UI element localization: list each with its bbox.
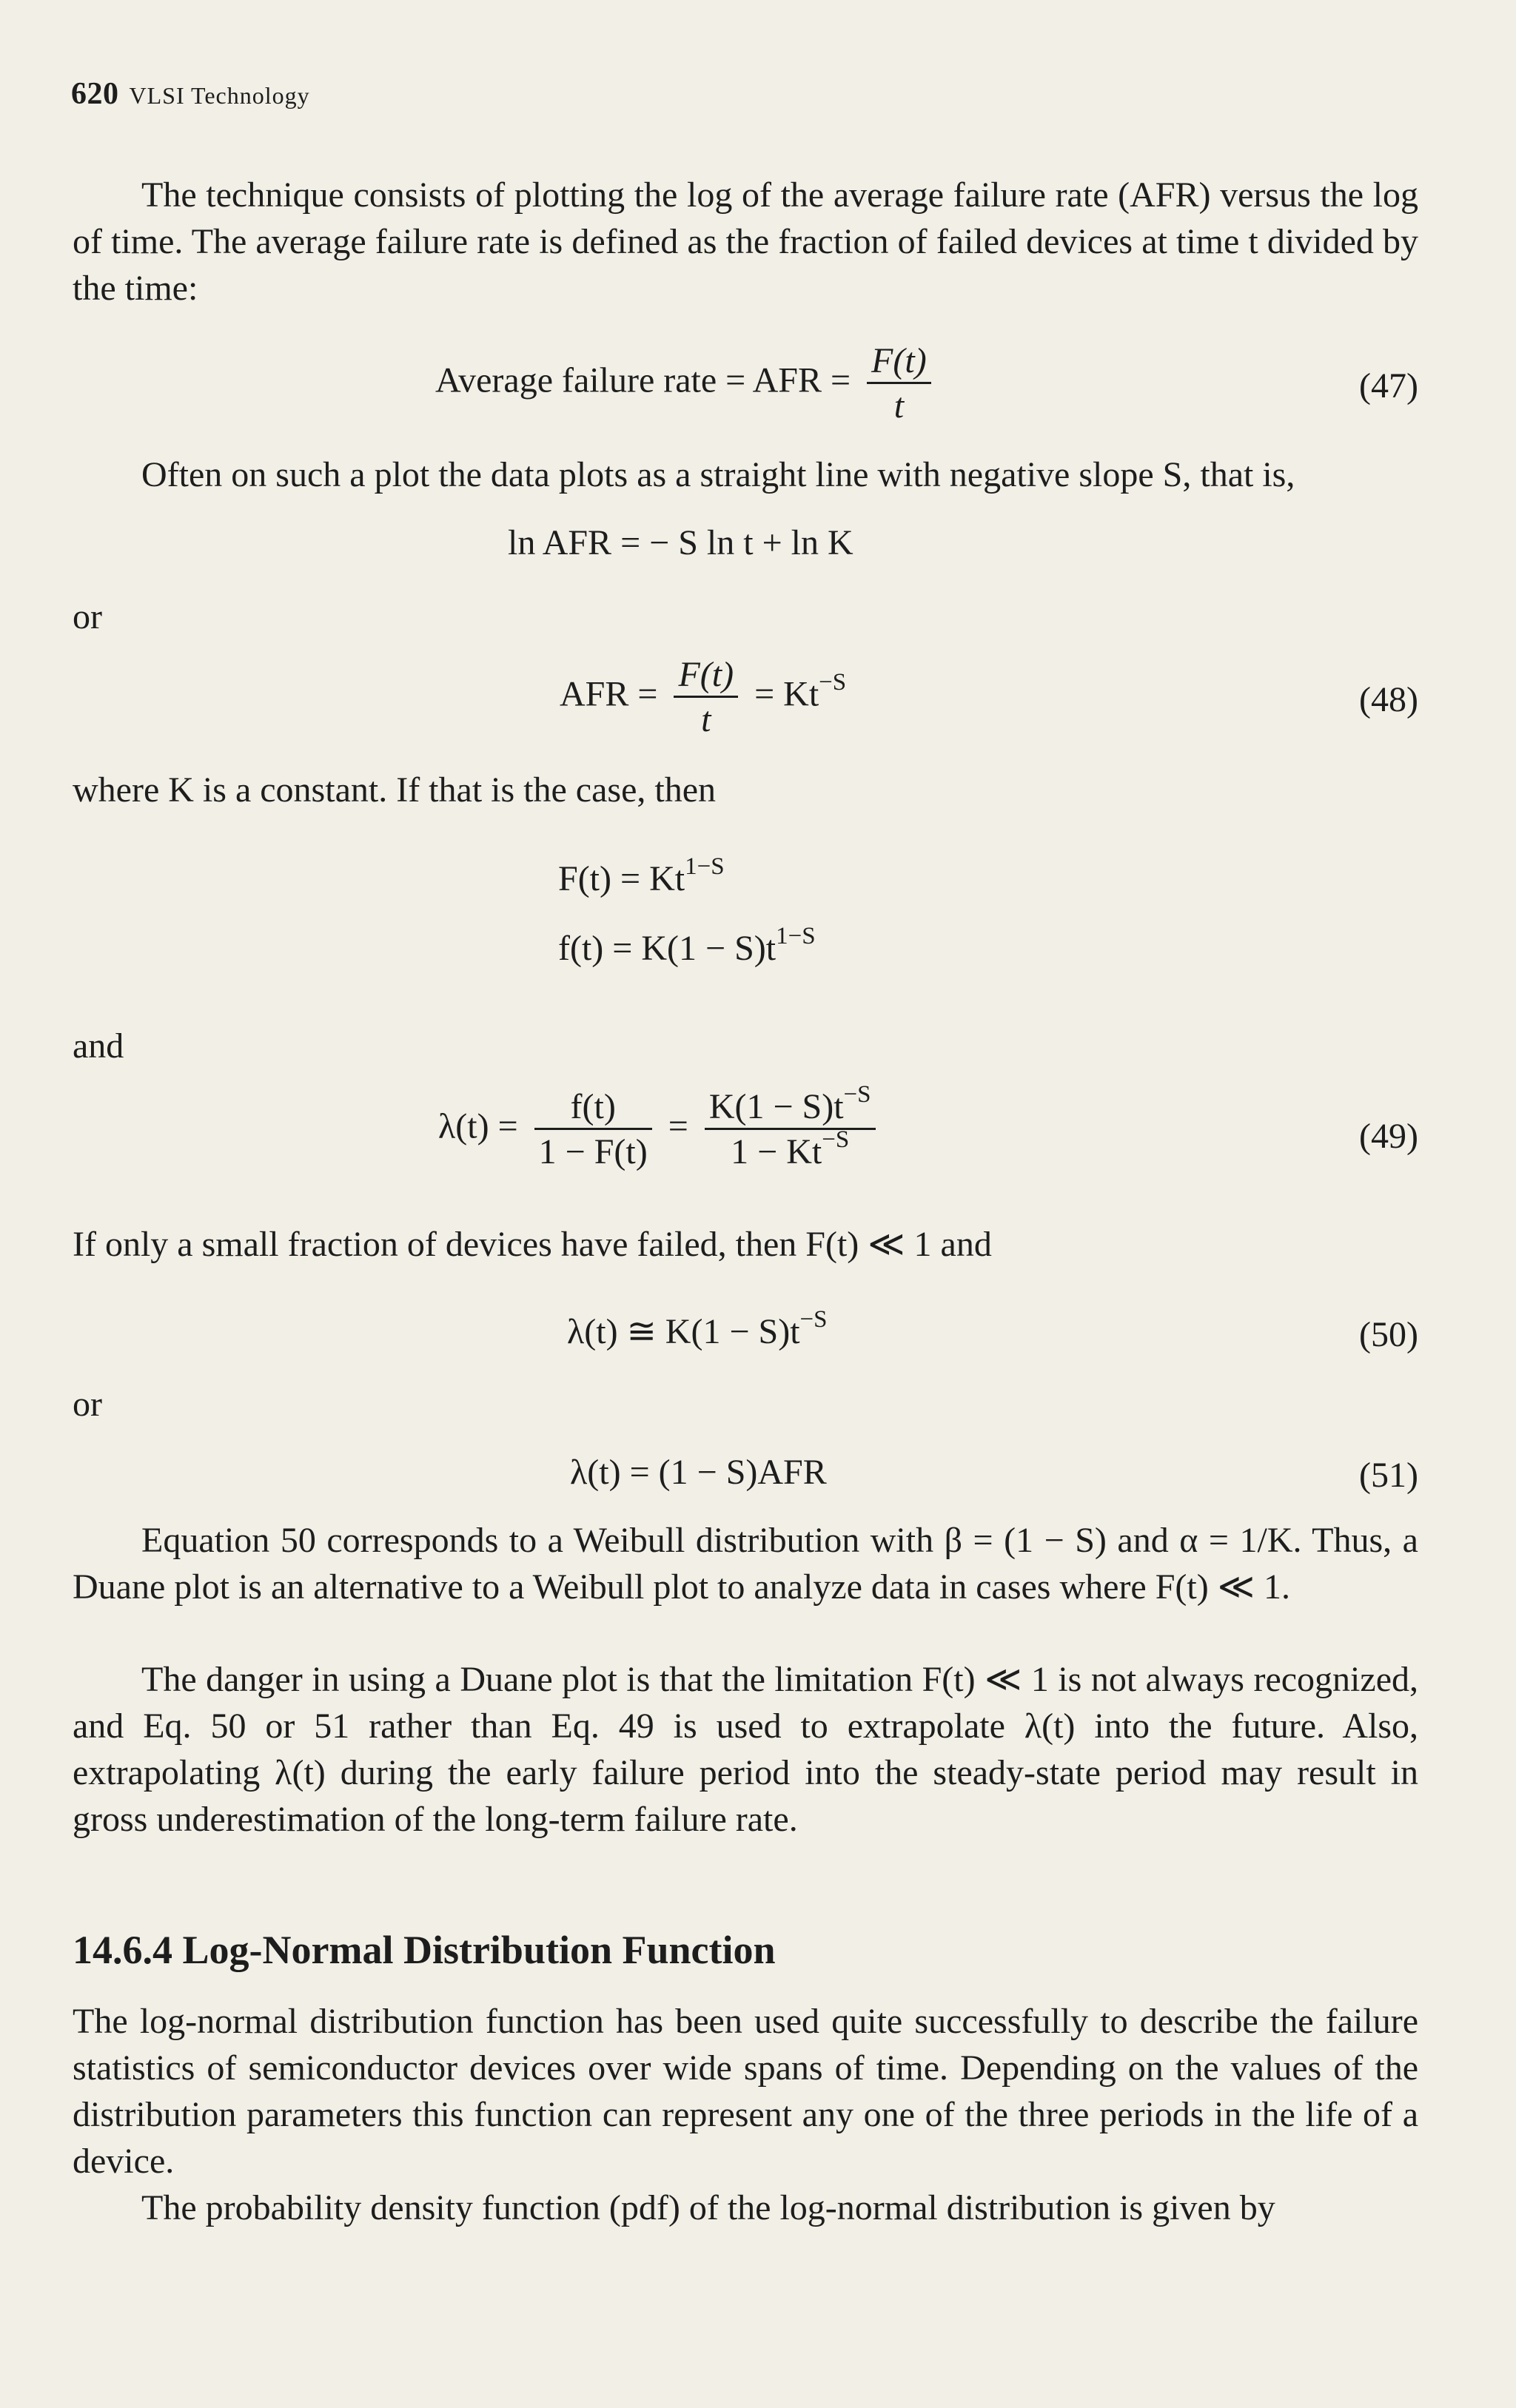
eq48-fraction [674, 657, 738, 738]
eq49-fraction-2 [705, 1081, 876, 1171]
word-and: and [73, 1026, 124, 1066]
equation-49 [438, 1081, 883, 1171]
equation-number-51: (51) [1359, 1456, 1418, 1495]
eq47-numerator: F(t) [871, 341, 927, 380]
eq49-equals: = [668, 1106, 688, 1146]
eqF-exponent: 1−S [685, 853, 725, 880]
eq48-denominator: t [674, 696, 738, 738]
paragraph-afr-definition: The technique consists of plotting the log of the average failure rate (AFR) versus the log of time. The average failure rate is defined as the fraction of failed devices at time t divided by the time: [73, 175, 1418, 308]
equation-F-of-t [558, 853, 725, 898]
eqF-text: F(t) = Kt [558, 859, 685, 898]
eqf-exponent: 1−S [776, 923, 816, 949]
eq49-numerator-1: f(t) [570, 1087, 616, 1126]
paragraph-weibull: Equation 50 corresponds to a Weibull distribution with β = (1 − S) and α = 1/K. Thus, a Duane plot is an alternative to a Weibull plot to analyze data in cases where F(t) ≪ 1. [73, 1521, 1418, 1607]
equation-number-47: (47) [1359, 366, 1418, 406]
equation-51: λ(t) = (1 − S)AFR [570, 1453, 827, 1492]
paragraph-duane-danger: The danger in using a Duane plot is that the limitation F(t) ≪ 1 is not always recognized, and Eq. 50 or 51 rather than Eq. 49 is used to extrapolate λ(t) into the future. Also, extrapolating λ(t) during the early failure period into the steady-state period may result in gross underestimation of the long-term failure rate. [73, 1660, 1418, 1839]
running-title: VLSI Technology [129, 82, 310, 109]
eq47-lhs: Average failure rate = AFR = [435, 360, 851, 400]
section-heading: 14.6.4 Log-Normal Distribution Function [73, 1928, 776, 1972]
eq49-denominator-2: 1 − Kt [731, 1132, 822, 1171]
equation-47 [435, 343, 939, 424]
eq48-rhs: = Kt [754, 674, 819, 714]
equation-f-of-t [558, 923, 816, 968]
equation-50 [567, 1306, 828, 1351]
equation-48 [560, 657, 846, 738]
eq47-denominator: t [867, 382, 931, 424]
page-number: 620 [71, 77, 119, 111]
equation-number-50: (50) [1359, 1315, 1418, 1354]
paragraph-straight-line: Often on such a plot the data plots as a straight line with negative slope S, that is, [141, 455, 1295, 494]
eq49-denominator-1: 1 − F(t) [534, 1128, 652, 1170]
paragraph-constant-k: where K is a constant. If that is the case, then [73, 770, 717, 810]
equation-ln-afr: ln AFR = − S ln t + ln K [508, 523, 853, 562]
eq49-denominator-2-exponent: −S [822, 1126, 850, 1153]
eq49-numerator-2-exponent: −S [843, 1081, 871, 1108]
eq50-text: λ(t) ≅ K(1 − S)t [567, 1312, 800, 1351]
eq47-fraction [867, 343, 931, 424]
eqf-text: f(t) = K(1 − S)t [558, 929, 777, 968]
word-or-1: or [73, 597, 102, 636]
eq48-exponent: −S [819, 668, 847, 696]
eq49-lhs: λ(t) = [438, 1106, 518, 1146]
paragraph-pdf-intro: The probability density function (pdf) of the log-normal distribution is given by [141, 2188, 1275, 2227]
eq49-numerator-2: K(1 − S)t [708, 1087, 844, 1126]
running-header [71, 76, 310, 112]
eq49-fraction-1 [534, 1089, 652, 1170]
equation-number-48: (48) [1359, 680, 1418, 719]
eq48-numerator: F(t) [678, 655, 734, 694]
eq48-lhs: AFR = [560, 674, 658, 714]
eq50-exponent: −S [799, 1306, 828, 1333]
paragraph-small-fraction: If only a small fraction of devices have failed, then F(t) ≪ 1 and [73, 1225, 992, 1264]
word-or-2: or [73, 1385, 102, 1424]
paragraph-log-normal-intro: The log-normal distribution function has been used quite successfully to describe the failure statistics of semiconductor devices over wide spans of time. Depending on the values of the distribution parameters this function can represent any one of the three periods in the life of a device. [73, 2002, 1418, 2181]
equation-number-49: (49) [1359, 1117, 1418, 1156]
